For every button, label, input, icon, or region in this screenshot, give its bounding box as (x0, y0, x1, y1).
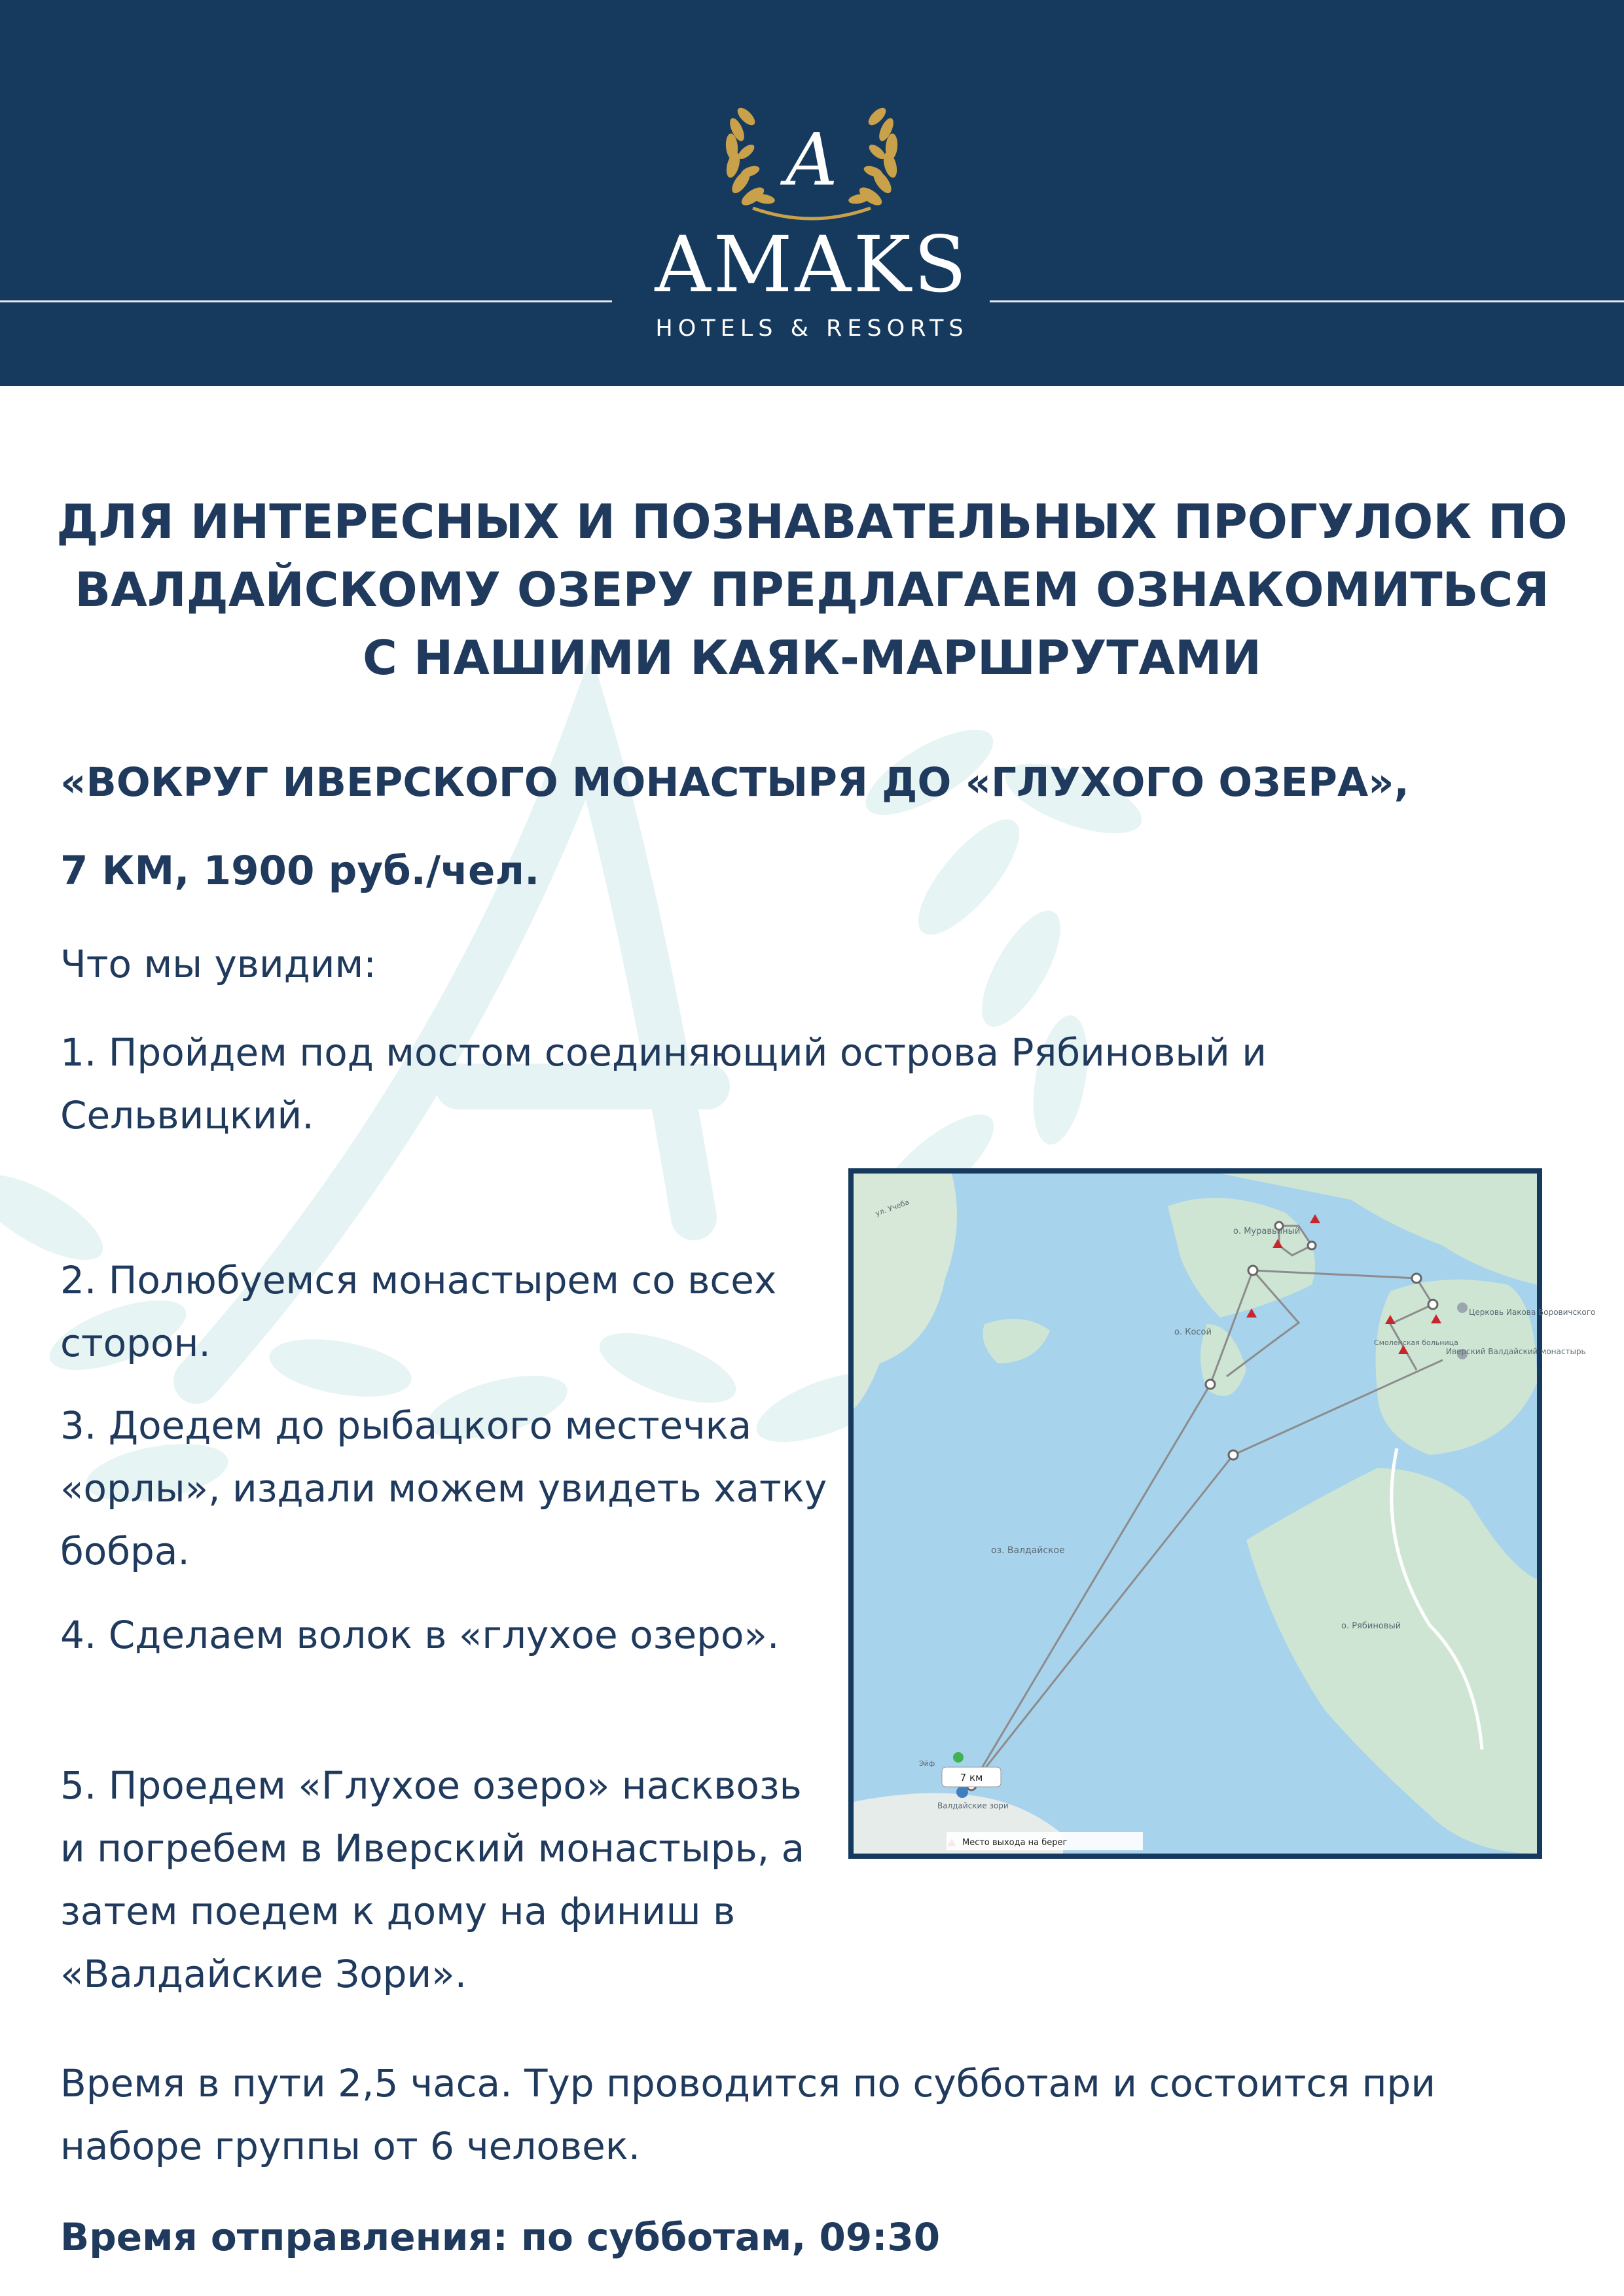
brand-logo (0, 0, 1624, 386)
map-start-label: Валдайские зори (937, 1801, 1009, 1810)
map-distance-label: 7 км (960, 1772, 983, 1784)
departure-text: Время отправления: по субботам, 09:30 (60, 2215, 941, 2259)
intro-text: Что мы увидим: (60, 942, 376, 986)
route-title: «ВОКРУГ ИВЕРСКОГО МОНАСТЫРЯ ДО «ГЛУХОГО ОЗЕРА», (60, 759, 1409, 806)
map-street-label: ул. Учеба (874, 1198, 911, 1218)
route-map-image (854, 1174, 1596, 1854)
route-distance-price: 7 КМ, 1900 руб./чел. (60, 848, 540, 894)
list-item: 5. Проедем «Глухое озеро» насквозь и погребем в Иверский монастырь, а затем поедем к дому на финиш в «Валдайские Зори». (60, 1763, 805, 1996)
map-island-label: о. Косой (1174, 1327, 1212, 1337)
map-island-label: о. Рябиновый (1341, 1621, 1401, 1631)
map-island-label: о. Муравьиный (1233, 1227, 1301, 1236)
map-lake-label: оз. Валдайское (991, 1545, 1065, 1556)
list-item: 1. Пройдем под мостом соединяющий острова Рябиновый и Сельвицкий. (60, 1030, 1267, 1138)
list-item: 3. Доедем до рыбацкого местечка «орлы», издали можем увидеть хатку бобра. (60, 1403, 827, 1573)
route-map (848, 1168, 1596, 1859)
brand-name: AMAKS (655, 219, 969, 310)
page-headline: ДЛЯ ИНТЕРЕСНЫХ И ПОЗНАВАТЕЛЬНЫХ ПРОГУЛОК ПО ВАЛДАЙСКОМУ ОЗЕРУ ПРЕДЛАГАЕМ ОЗНАКОМИТЬСЯ С НАШИМИ КАЯК-МАРШРУТАМИ (56, 494, 1568, 685)
map-monastery-label: Иверский Валдайский монастырь (1446, 1347, 1586, 1356)
list-item: 2. Полюбуемся монастырем со всех сторон. (60, 1258, 777, 1365)
monogram-letter: A (785, 118, 838, 202)
brand-tagline: HOTELS & RESORTS (655, 315, 969, 342)
duration-text: Время в пути 2,5 часа. Тур проводится по субботам и состоится при наборе группы от 6 человек. (60, 2061, 1436, 2168)
map-legend-label: Место выхода на берег (962, 1838, 1068, 1848)
map-church-label: Смоленская больница (1374, 1338, 1458, 1347)
list-item: 4. Сделаем волок в «глухое озеро». (60, 1613, 780, 1657)
map-start-small-label: Эйф (919, 1759, 935, 1768)
map-church-label: Церковь Иакова Боровичского (1469, 1308, 1596, 1317)
